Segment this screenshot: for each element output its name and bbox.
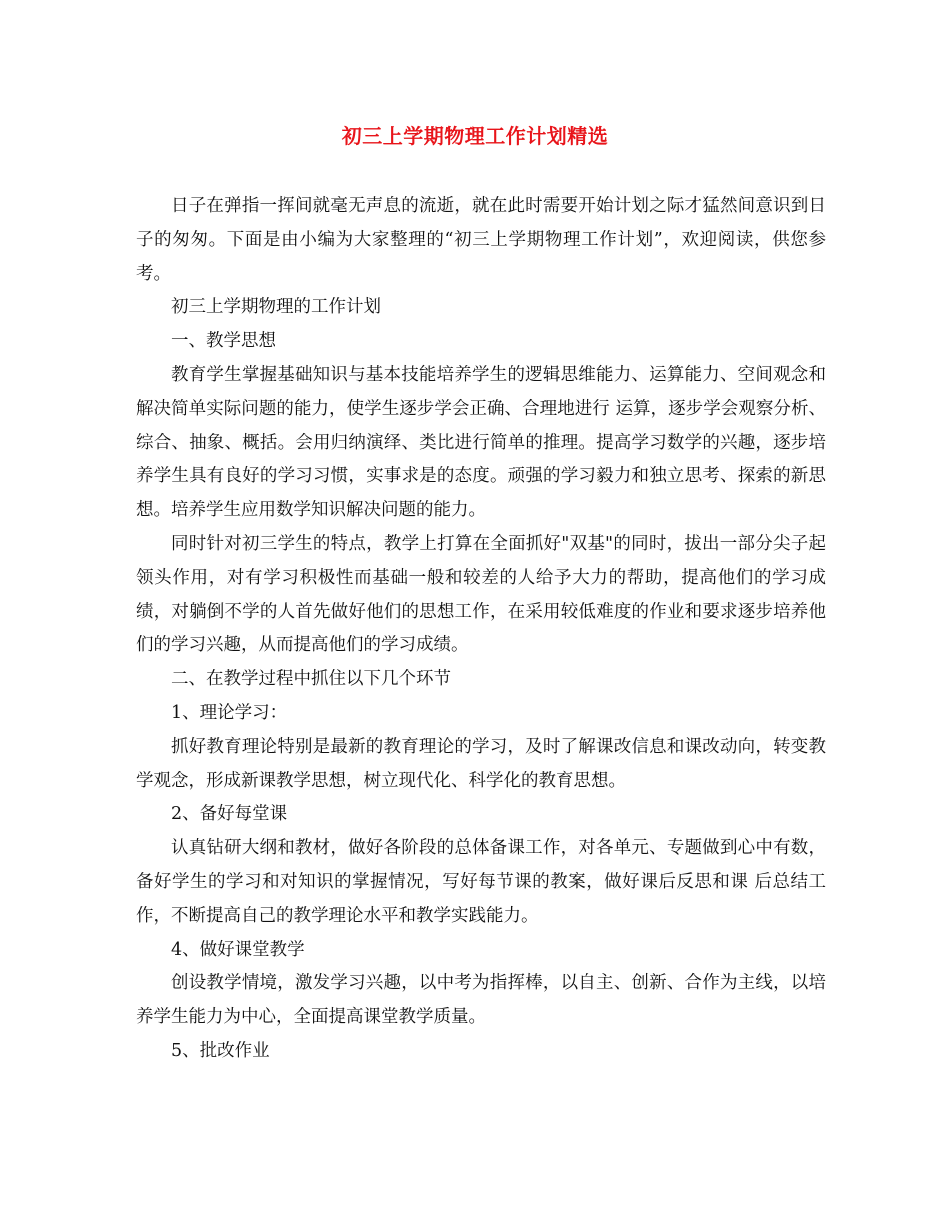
section1-paragraph-2: 同时针对初三学生的特点，教学上打算在全面抓好"双基"的同时，拔出一部分尖子起领头作用，对有学习积极性而基础一般和较差的人给予大力的帮助，提高他们的学习成绩，对躺倒不学的人首先做好他们的思想工作，在采用较低难度的作业和要求逐步培养他们的学习兴趣，从而提高他们的学习成绩。 — [136, 533, 826, 656]
item-heading-lesson-prep: 2、备好每堂课 — [171, 804, 288, 825]
document-body — [136, 190, 826, 1069]
item-heading-theory-study: 1、理论学习： — [171, 702, 288, 723]
section-heading-teaching-process: 二、在教学过程中抓住以下几个环节 — [171, 669, 451, 690]
item-text-theory-study: 抓好教育理论特别是最新的教育理论的学习，及时了解课改信息和课改动向，转变教学观念，形成新课教学思想，树立现代化、科学化的教育思想。 — [136, 736, 826, 791]
section-heading-teaching-thought: 一、教学思想 — [171, 331, 276, 352]
section1-paragraph-1: 教育学生掌握基础知识与基本技能培养学生的逻辑思维能力、运算能力、空间观念和解决简单实际问题的能力，使学生逐步学会正确、合理地进行 运算，逐步学会观察分析、综合、抽象、概括。会用归纳演绎、类比进行简单的推理。提高学习数学的兴趣，逐步培养学生具有良好的学习习惯，实事求是的态度。顽强的学习毅力和独立思考、探索的新思想。培养学生应用数学知识解决问题的能力。 — [136, 364, 826, 521]
document-title: 初三上学期物理工作计划精选 — [341, 124, 609, 148]
item-text-lesson-prep: 认真钻研大纲和教材，做好各阶段的总体备课工作，对各单元、专题做到心中有数，备好学生的学习和对知识的掌握情况，写好每节课的教案，做好课后反思和课 后总结工作，不断提高自己的教学理论水平和教学实践能力。 — [136, 838, 826, 926]
item-text-classroom-teaching: 创设教学情境，激发学习兴趣，以中考为指挥棒，以自主、创新、合作为主线，以培养学生能力为中心，全面提高课堂教学质量。 — [136, 973, 826, 1028]
item-heading-classroom-teaching: 4、做好课堂教学 — [171, 939, 305, 960]
item-heading-homework-grading: 5、批改作业 — [171, 1040, 270, 1061]
intro-paragraph: 日子在弹指一挥间就毫无声息的流逝，就在此时需要开始计划之际才猛然间意识到日子的匆匆。下面是由小编为大家整理的“初三上学期物理工作计划”，欢迎阅读，供您参考。 — [136, 196, 826, 284]
plan-subtitle: 初三上学期物理的工作计划 — [171, 297, 381, 318]
